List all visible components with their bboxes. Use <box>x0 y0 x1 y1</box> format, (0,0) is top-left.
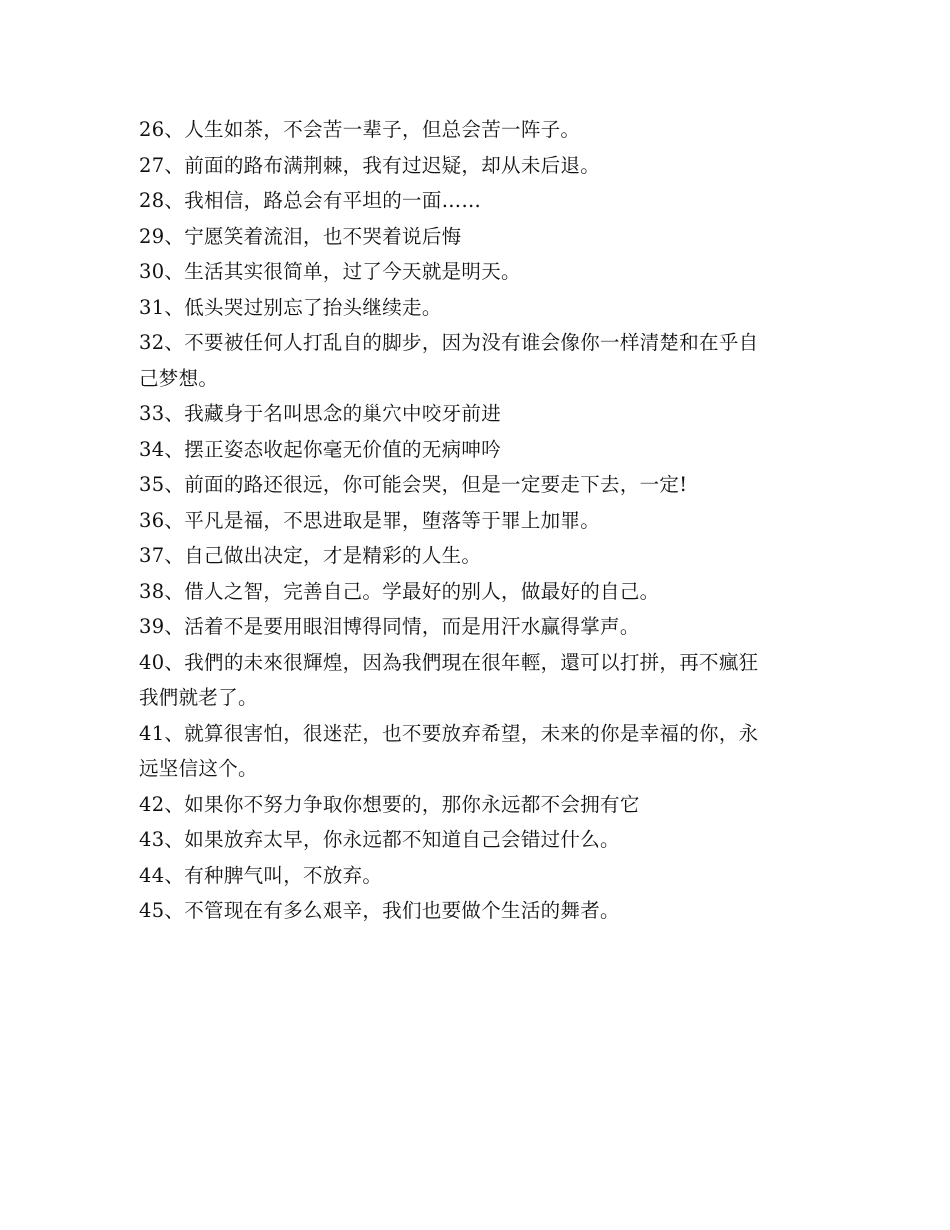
quote-line: 31、低头哭过别忘了抬头继续走。 <box>139 295 442 319</box>
quote-line: 30、生活其实很简单，过了今天就是明天。 <box>139 260 521 283</box>
quote-line: 32、不要被任何人打乱自的脚步，因为没有谁会像你一样清楚和在乎自 <box>139 331 759 354</box>
quote-line: 44、有种脾气叫，不放弃。 <box>139 863 383 887</box>
quote-line: 34、摆正姿态收起你毫无价值的无病呻吟 <box>139 437 502 461</box>
quote-line: 41、就算很害怕，很迷茫，也不要放弃希望，未来的你是幸福的你，永 <box>139 721 759 745</box>
quote-line: 29、宁愿笑着流泪，也不哭着说后悔 <box>139 224 462 248</box>
quote-line: 38、借人之智，完善自己。学最好的别人，做最好的自己。 <box>139 579 660 603</box>
quote-line-continuation: 己梦想。 <box>139 366 219 390</box>
quote-line: 39、活着不是要用眼泪博得同情，而是用汗水赢得掌声。 <box>139 615 640 638</box>
quote-list <box>139 112 819 929</box>
quote-line: 37、自己做出决定，才是精彩的人生。 <box>139 544 482 567</box>
quote-line: 42、如果你不努力争取你想要的，那你永远都不会拥有它 <box>139 792 640 816</box>
quote-line: 26、人生如茶，不会苦一辈子，但总会苦一阵子。 <box>139 118 581 141</box>
quote-line-continuation: 我們就老了。 <box>139 686 258 709</box>
quote-line: 36、平凡是福，不思进取是罪，堕落等于罪上加罪。 <box>139 508 601 532</box>
quote-line: 35、前面的路还很远，你可能会哭，但是一定要走下去，一定! <box>139 473 688 496</box>
quote-line-continuation: 远坚信这个。 <box>139 757 258 780</box>
quote-line: 28、我相信，路总会有平坦的一面…… <box>139 189 482 212</box>
quote-line: 45、不管现在有多么艰辛，我们也要做个生活的舞者。 <box>139 899 620 922</box>
quote-line: 43、如果放弃太早，你永远都不知道自己会错过什么。 <box>139 828 620 851</box>
quote-line: 33、我藏身于名叫思念的巢穴中咬牙前进 <box>139 402 502 425</box>
quote-line: 40、我們的未來很輝煌，因為我們現在很年輕，還可以打拼，再不瘋狂 <box>139 650 759 674</box>
quote-line: 27、前面的路布满荆棘，我有过迟疑，却从未后退。 <box>139 153 601 177</box>
